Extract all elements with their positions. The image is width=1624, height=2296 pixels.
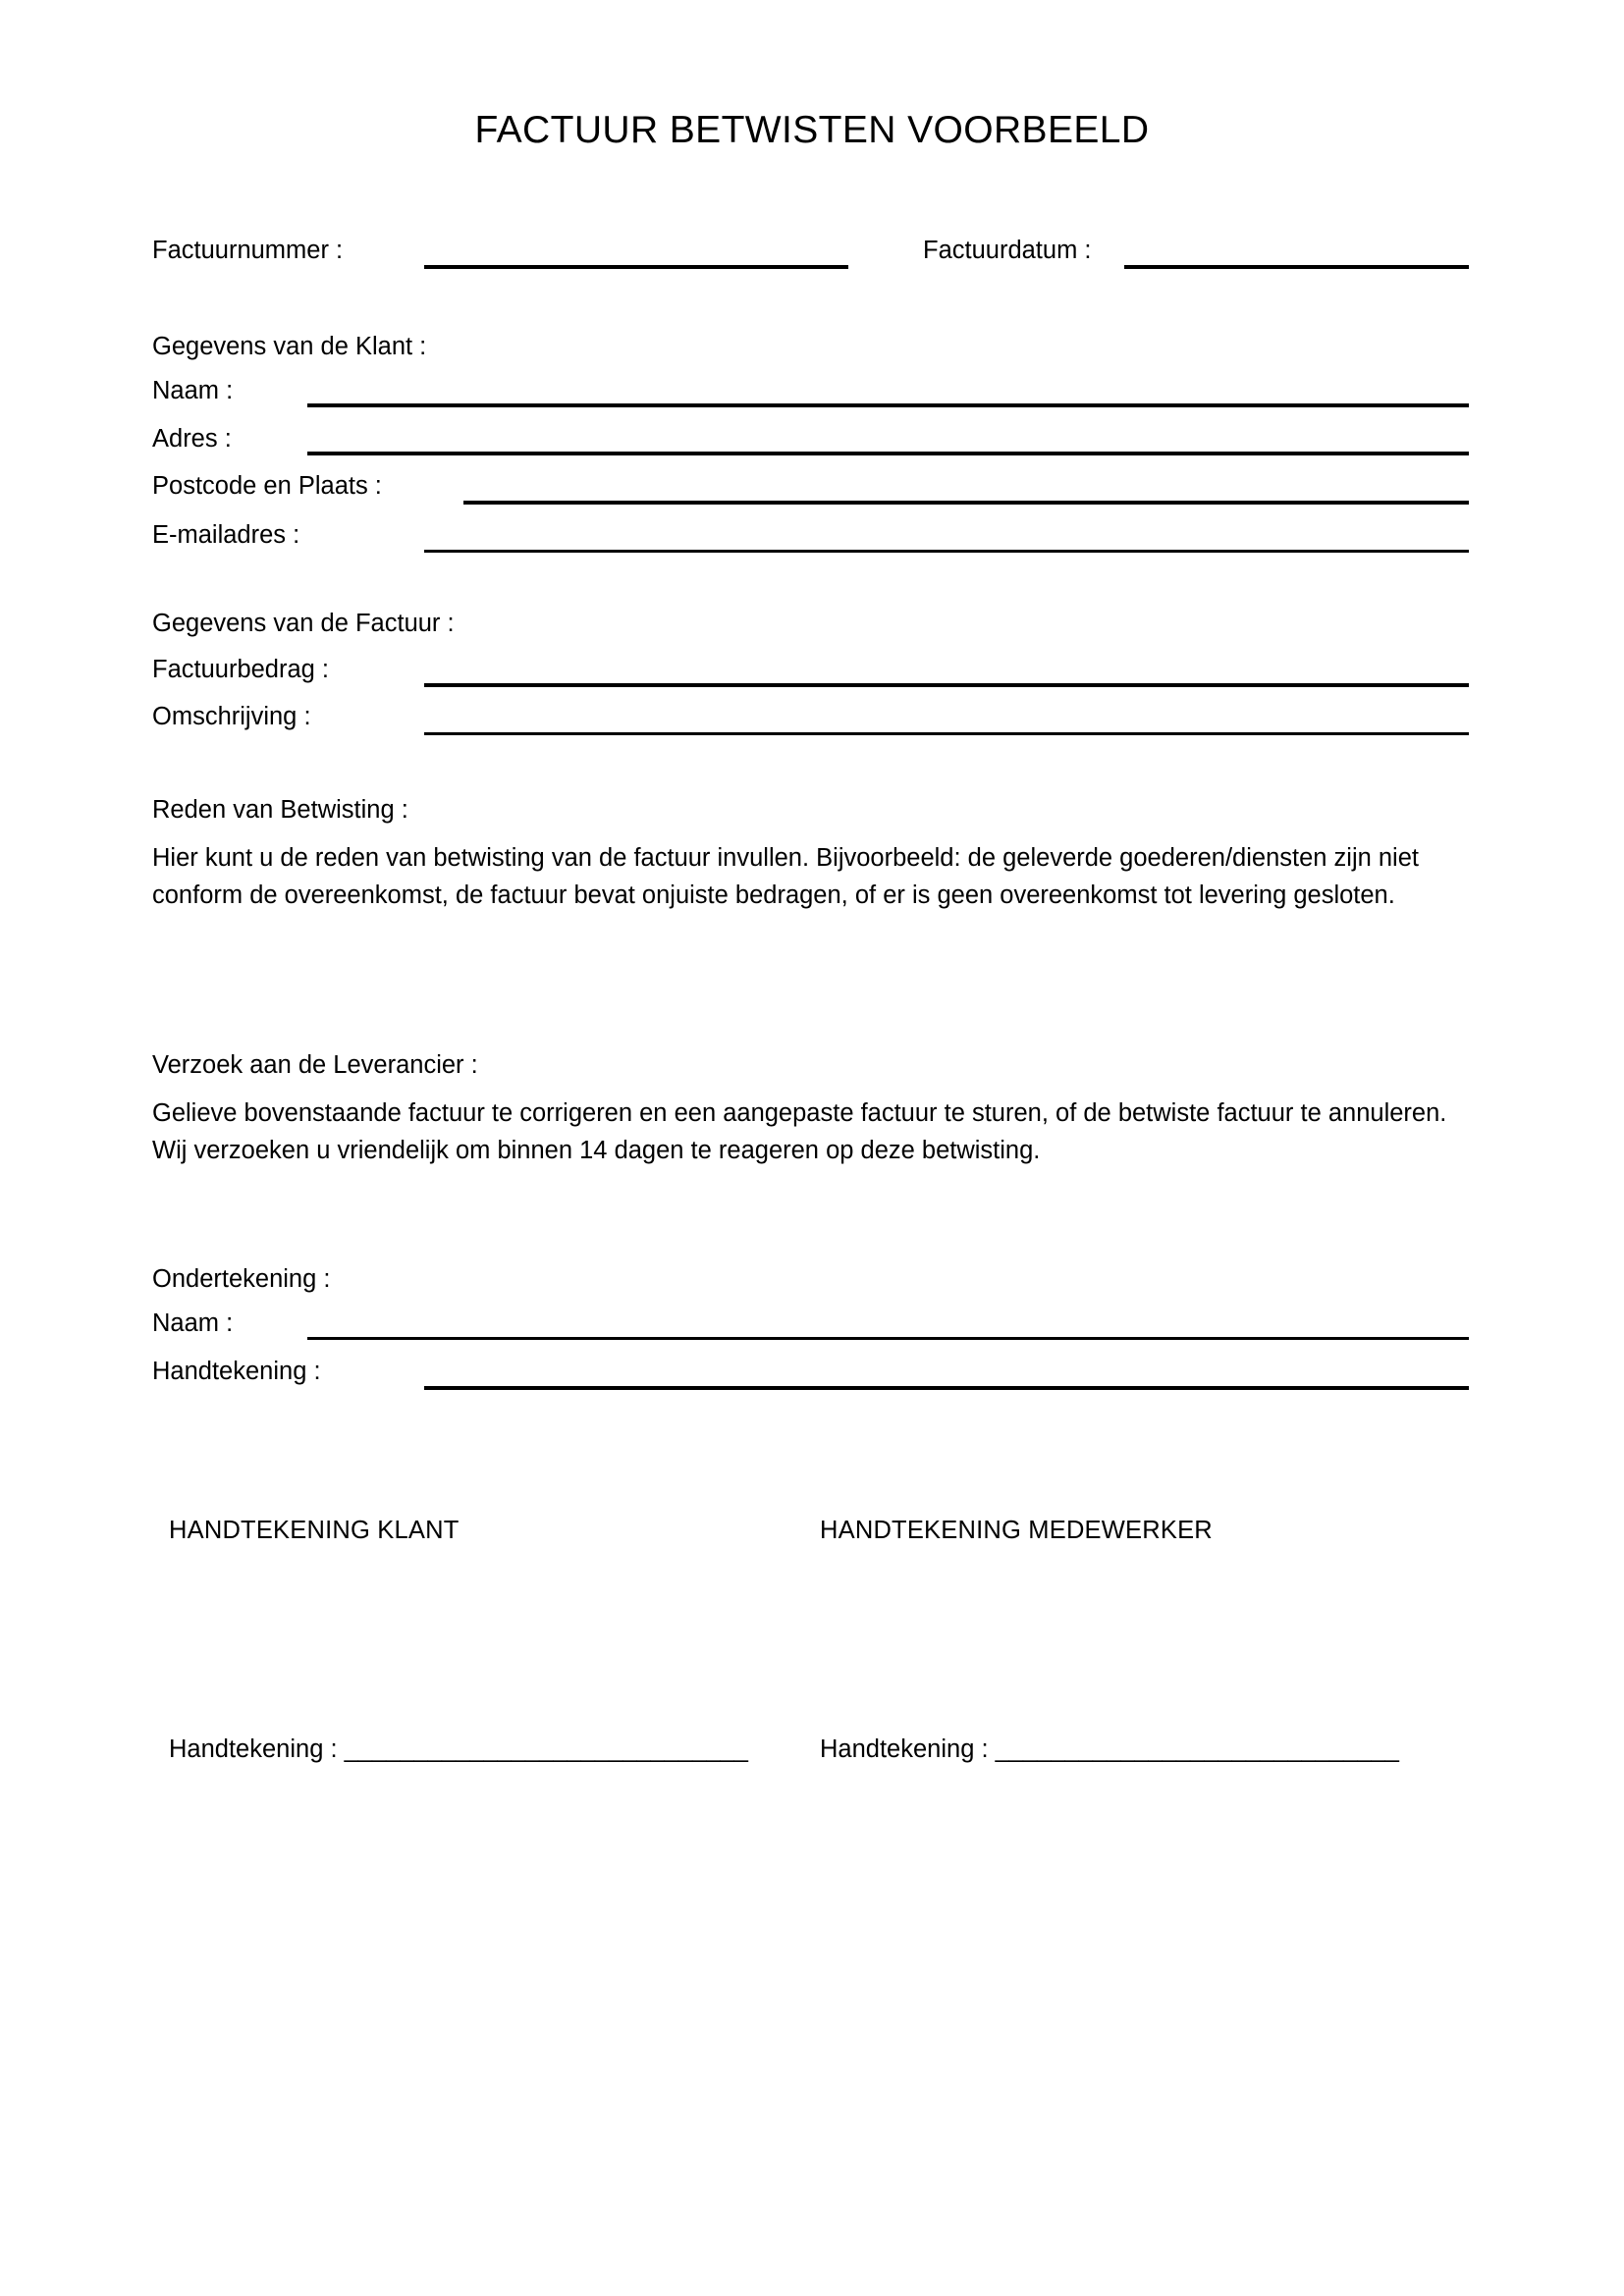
customer-email-input-rule[interactable] — [424, 550, 1469, 553]
invoice-description-input-rule[interactable] — [424, 732, 1469, 735]
invoice-section-heading: Gegevens van de Factuur : — [152, 610, 455, 637]
customer-address-input-rule[interactable] — [307, 452, 1469, 455]
page-title: FACTUUR BETWISTEN VOORBEELD — [474, 109, 1150, 151]
request-section-heading: Verzoek aan de Leverancier : — [152, 1051, 478, 1079]
signing-signature-input-rule[interactable] — [424, 1386, 1469, 1390]
customer-name-input-rule[interactable] — [307, 403, 1469, 407]
invoice-amount-input-rule[interactable] — [424, 683, 1469, 687]
customer-address-label: Adres : — [152, 425, 232, 453]
invoice-number-label: Factuurnummer : — [152, 237, 344, 264]
signing-signature-label: Handtekening : — [152, 1358, 321, 1385]
dispute-section-heading: Reden van Betwisting : — [152, 796, 408, 824]
signature-block-customer-line[interactable]: Handtekening : _____________________________ — [169, 1735, 748, 1763]
signature-block-customer-caption: HANDTEKENING KLANT — [169, 1517, 460, 1544]
signing-name-input-rule[interactable] — [307, 1337, 1469, 1340]
customer-email-label: E-mailadres : — [152, 521, 300, 549]
invoice-number-input-rule[interactable] — [424, 265, 848, 269]
customer-name-label: Naam : — [152, 377, 234, 404]
customer-postcode-city-label: Postcode en Plaats : — [152, 472, 382, 500]
invoice-date-input-rule[interactable] — [1124, 265, 1469, 269]
signature-block-employee-line[interactable]: Handtekening : _____________________________ — [820, 1735, 1399, 1763]
signature-block-employee-caption: HANDTEKENING MEDEWERKER — [820, 1517, 1213, 1544]
customer-section-heading: Gegevens van de Klant : — [152, 333, 427, 360]
request-section-body: Gelieve bovenstaande factuur te corrigeren en een aangepaste factuur te sturen, of de betwiste factuur te annuleren. Wij verzoeken u vriendelijk om binnen 14 dagen te reageren op deze betwisting. — [152, 1099, 1447, 1164]
invoice-amount-label: Factuurbedrag : — [152, 656, 330, 683]
signing-name-label: Naam : — [152, 1309, 234, 1337]
dispute-section-body: Hier kunt u de reden van betwisting van de factuur invullen. Bijvoorbeeld: de geleverde goederen/diensten zijn niet conform de overeenkomst, de factuur bevat onjuiste bedragen, of er is geen overeenkomst tot levering gesloten. — [152, 844, 1419, 909]
customer-postcode-city-input-rule[interactable] — [463, 501, 1469, 505]
invoice-date-label: Factuurdatum : — [923, 237, 1092, 264]
invoice-description-label: Omschrijving : — [152, 703, 311, 730]
signing-section-heading: Ondertekening : — [152, 1265, 331, 1293]
